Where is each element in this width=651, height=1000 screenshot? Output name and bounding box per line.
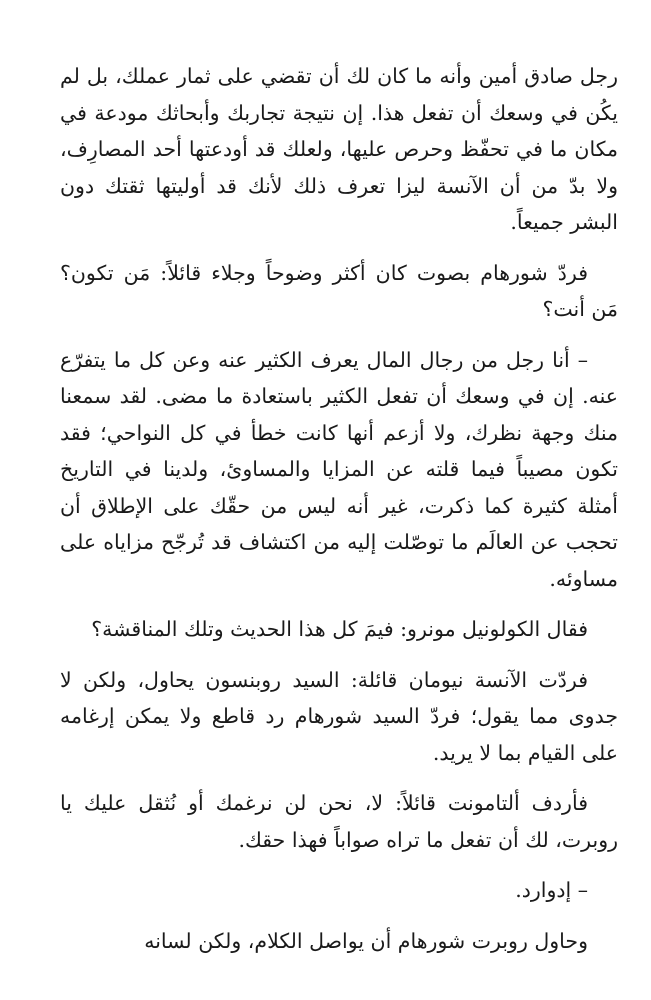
paragraph-3: – أنا رجل من رجال المال يعرف الكثير عنه وعن كل ما يتفرّع عنه. إن في وسعك أن تفعل الكثير باستعادة ما مضى. لقد سمعنا منك وجهة نظرك، ولا أزعم أنها كانت خطأ في كل النواحي؛ فقد تكون مصيباً فيما قلته عن المزايا والمساوئ، ولدينا في التاريخ أمثلة كثيرة كما ذكرت، غير أنه ليس من حقّك على الإطلاق أن تحجب عن العالَم ما توصّلت إليه من اكتشاف قد تُرجّح مزاياه على مساوئه. [60, 347, 618, 591]
book-page [60, 58, 618, 973]
paragraph-6: فأردف ألتامونت قائلاً: لا، نحن لن نرغمك أو نُثقل عليك يا روبرت، لك أن تفعل ما تراه صواباً فهذا حقك. [60, 791, 618, 852]
paragraph-2: فردّ شورهام بصوت كان أكثر وضوحاً وجلاء قائلاً: مَن تكون؟ مَن أنت؟ [60, 260, 618, 321]
paragraph-1: رجل صادق أمين وأنه ما كان لك أن تقضي على ثمار عملك، بل لم يكُن في وسعك أن تفعل هذا. إن نتيجة تجاربك وأبحاثك مودعة في مكان ما في تحفّظ وحرص عليها، ولعلك قد أودعتها أحد المصارِف، ولا بدّ من أن الآنسة ليزا تعرف ذلك لأنك قد أوليتها ثقتك دون البشر جميعاً. [60, 64, 618, 234]
paragraph-4: فقال الكولونيل مونرو: فيمَ كل هذا الحديث وتلك المناقشة؟ [91, 617, 588, 641]
paragraph-7: – إدوارد. [515, 878, 588, 902]
paragraph-8: وحاول روبرت شورهام أن يواصل الكلام، ولكن لسانه [144, 928, 588, 953]
paragraph-5: فردّت الآنسة نيومان قائلة: السيد روبنسون يحاول، ولكن لا جدوى مما يقول؛ فردّ السيد شورهام رد قاطع ولا يمكن إرغامه على القيام بما لا يريد. [60, 667, 618, 765]
